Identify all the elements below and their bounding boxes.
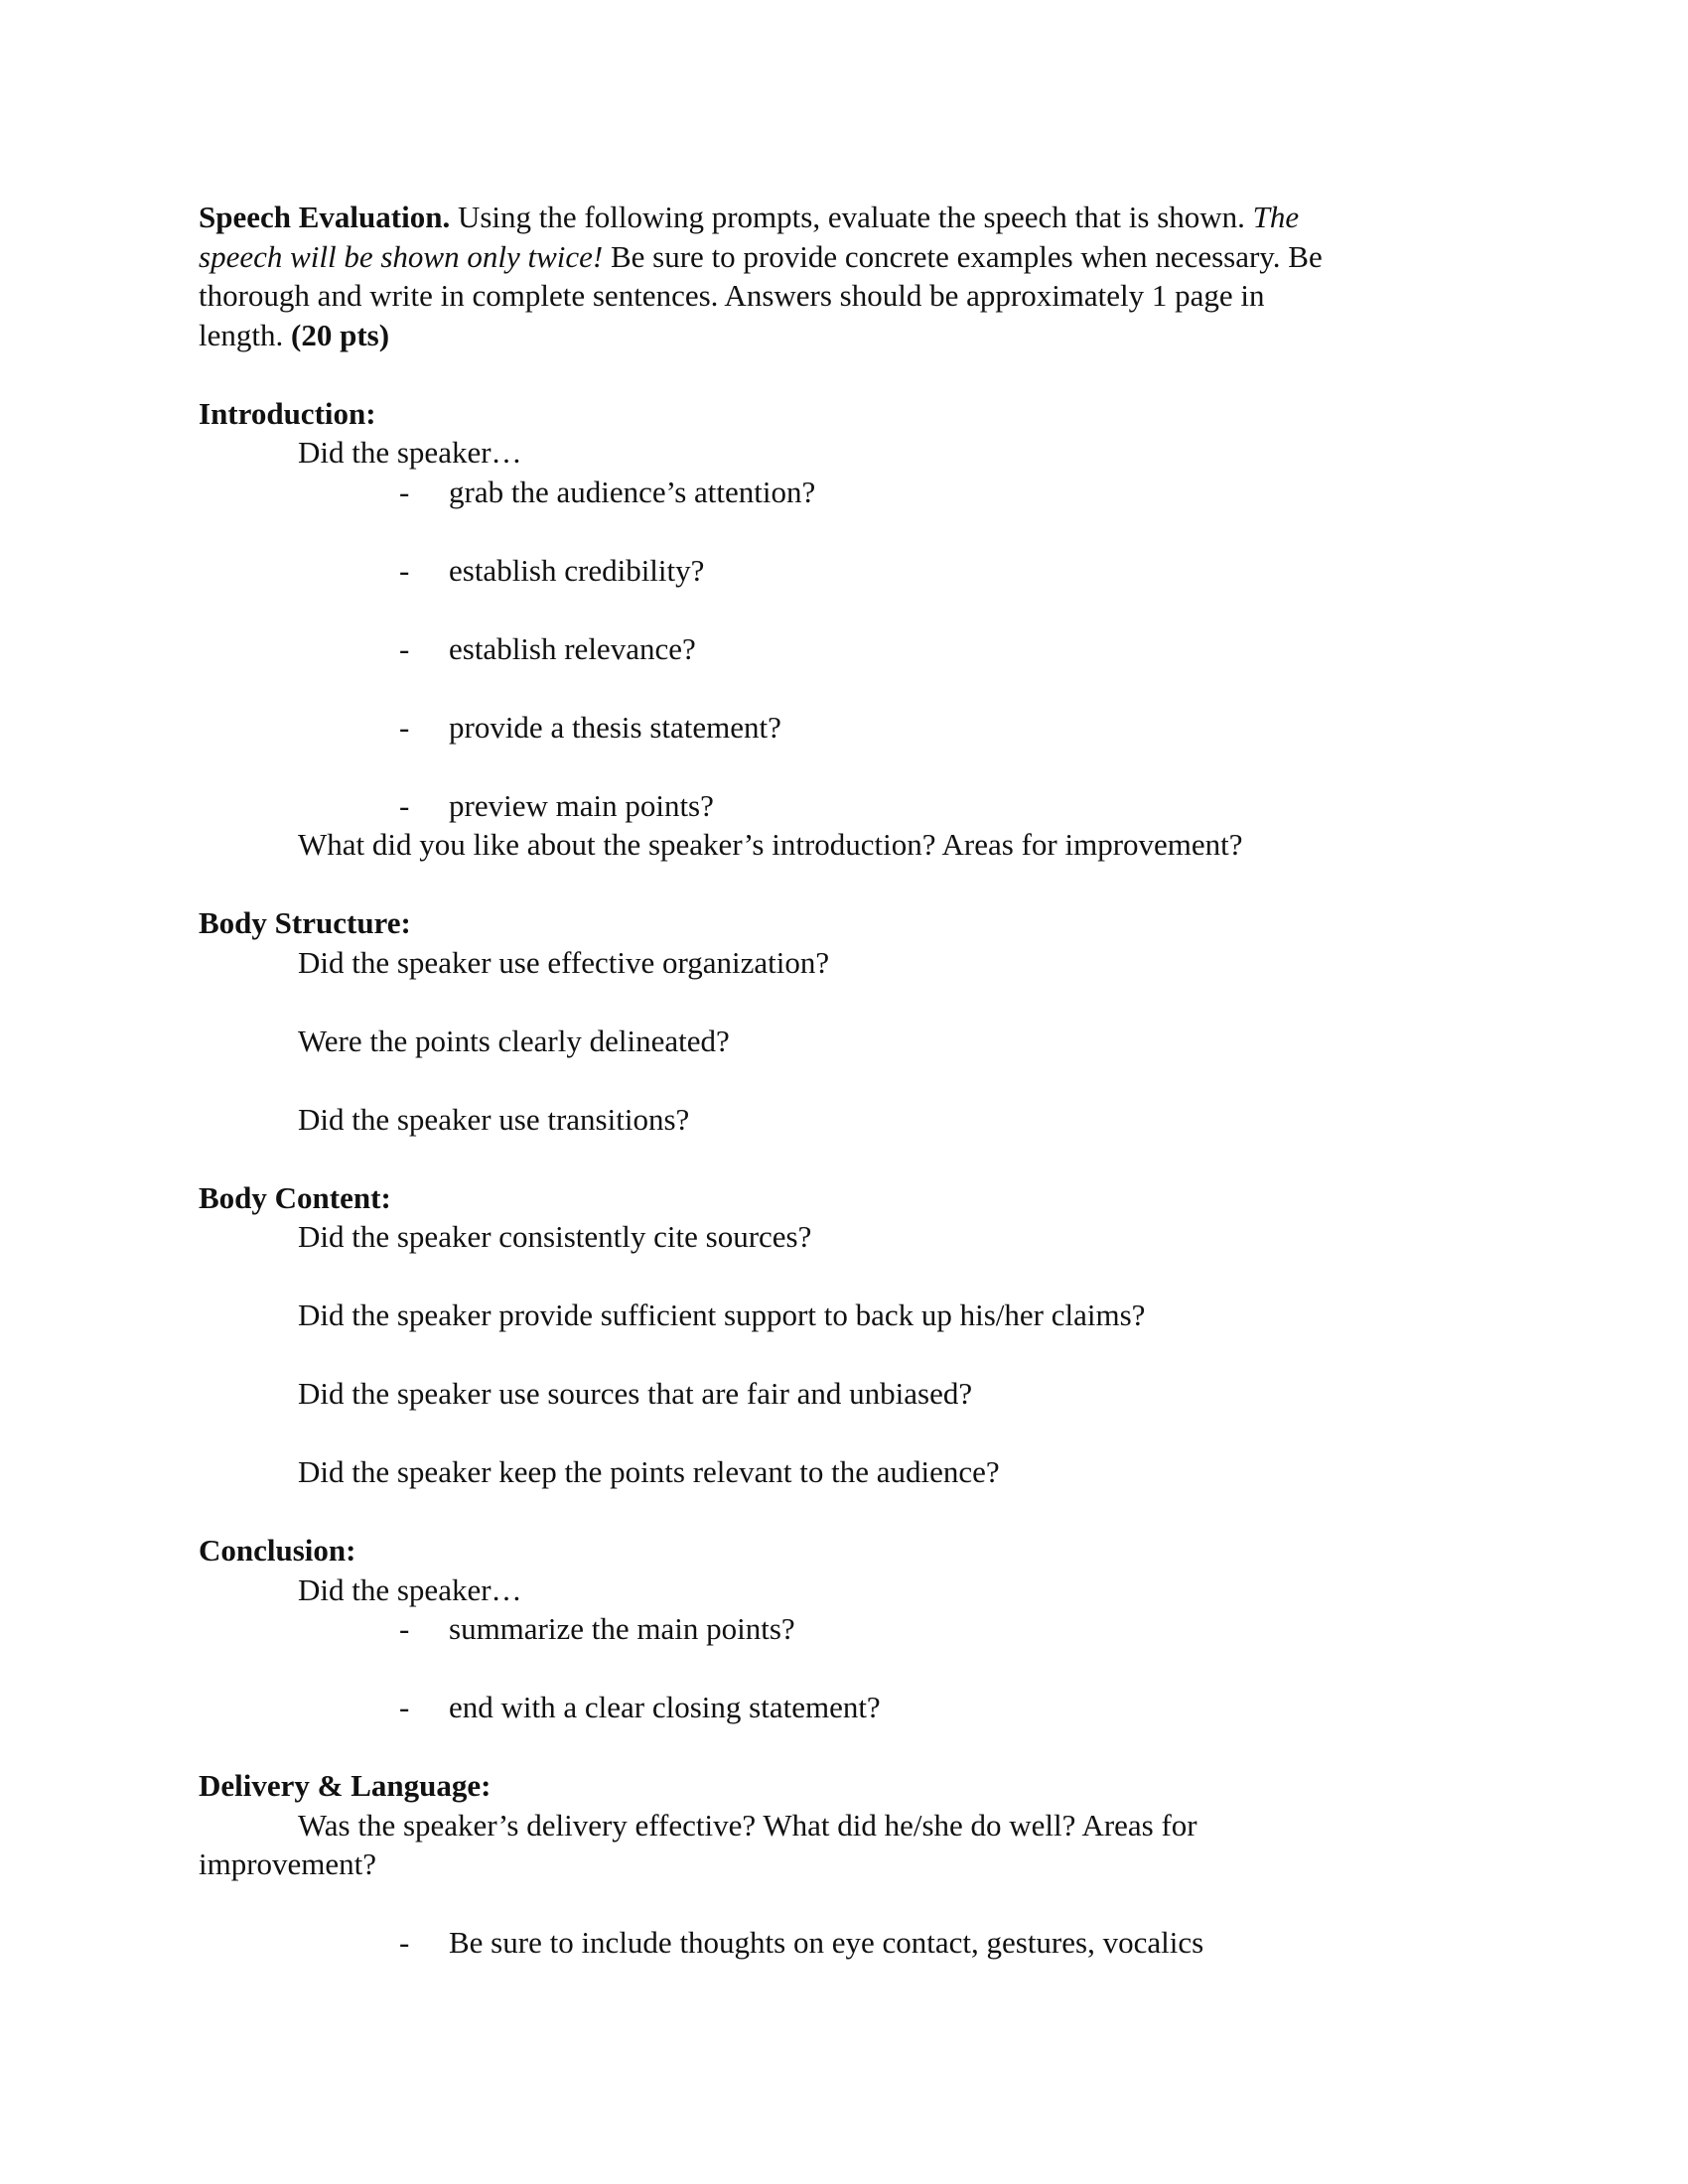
instructions-line-2 [199, 237, 1489, 277]
paragraph-title: Speech Evaluation. [199, 200, 451, 234]
bullet-dash: - [399, 474, 410, 509]
instructions-text-4: length. [199, 317, 291, 352]
bullet-dash: - [399, 709, 410, 745]
points-value: (20 pts) [291, 317, 390, 352]
bullet-dash: - [399, 552, 410, 588]
bullet-text: provide a thesis statement? [449, 709, 781, 745]
introduction-bullet-3 [199, 629, 1489, 669]
introduction-bullet-5 [199, 786, 1489, 826]
delivery-bullet-1 [199, 1923, 1489, 1963]
instructions-line-3 [199, 276, 1489, 316]
conclusion-bullet-2 [199, 1688, 1489, 1727]
bullet-text: establish credibility? [449, 552, 705, 588]
delivery-question-line-1: Was the speaker’s delivery effective? What did he/she do well? Areas for [298, 1807, 1197, 1843]
bullet-text: grab the audience’s attention? [449, 474, 816, 509]
body-content-question-1: Did the speaker consistently cite sources? [298, 1219, 812, 1254]
delivery-question [199, 1806, 1489, 1884]
section-heading-body-content: Body Content: [199, 1179, 391, 1215]
introduction-closing-question: What did you like about the speaker’s introduction? Areas for improvement? [298, 827, 1243, 862]
bullet-dash: - [399, 1925, 410, 1960]
section-heading-body-structure: Body Structure: [199, 905, 411, 940]
instructions-line-4 [199, 316, 1489, 355]
section-heading-conclusion: Conclusion: [199, 1533, 356, 1568]
instructions-italic-end: speech will be shown only twice! [199, 238, 604, 274]
bullet-dash: - [399, 630, 410, 666]
introduction-bullet-4 [199, 708, 1489, 748]
bullet-text: Be sure to include thoughts on eye contact, gestures, vocalics [449, 1925, 1204, 1960]
bullet-text: establish relevance? [449, 630, 696, 666]
body-content-question-2: Did the speaker provide sufficient support to back up his/her claims? [298, 1297, 1146, 1332]
instructions-paragraph [199, 198, 1489, 354]
conclusion-lead: Did the speaker… [298, 1571, 522, 1607]
section-heading-delivery-language: Delivery & Language: [199, 1768, 492, 1803]
body-content-question-3: Did the speaker use sources that are fair and unbiased? [298, 1376, 973, 1411]
body-structure-question-1: Did the speaker use effective organization? [298, 944, 830, 980]
body-content-question-4: Did the speaker keep the points relevant to the audience? [298, 1454, 1000, 1489]
introduction-lead: Did the speaker… [298, 435, 522, 470]
instructions-text-2: Be sure to provide concrete examples when necessary. Be [603, 238, 1323, 274]
document-content [199, 198, 1489, 1963]
bullet-dash: - [399, 787, 410, 823]
introduction-bullet-2 [199, 551, 1489, 591]
bullet-dash: - [399, 1611, 410, 1646]
instructions-text: Using the following prompts, evaluate the speech that is shown. [450, 200, 1253, 234]
introduction-bullet-1 [199, 473, 1489, 512]
instructions-line-1 [199, 198, 1489, 237]
instructions-text-3: thorough and write in complete sentences. Answers should be approximately 1 page in [199, 278, 1265, 313]
bullet-text: end with a clear closing statement? [449, 1690, 881, 1724]
bullet-text: summarize the main points? [449, 1611, 795, 1646]
body-structure-question-2: Were the points clearly delineated? [298, 1023, 730, 1058]
delivery-question-line-2: improvement? [199, 1846, 377, 1881]
conclusion-bullet-1 [199, 1609, 1489, 1649]
body-structure-question-3: Did the speaker use transitions? [298, 1101, 690, 1137]
instructions-italic-start: The [1252, 200, 1300, 234]
section-heading-introduction: Introduction: [199, 395, 376, 431]
bullet-dash: - [399, 1690, 410, 1724]
bullet-text: preview main points? [449, 787, 714, 823]
